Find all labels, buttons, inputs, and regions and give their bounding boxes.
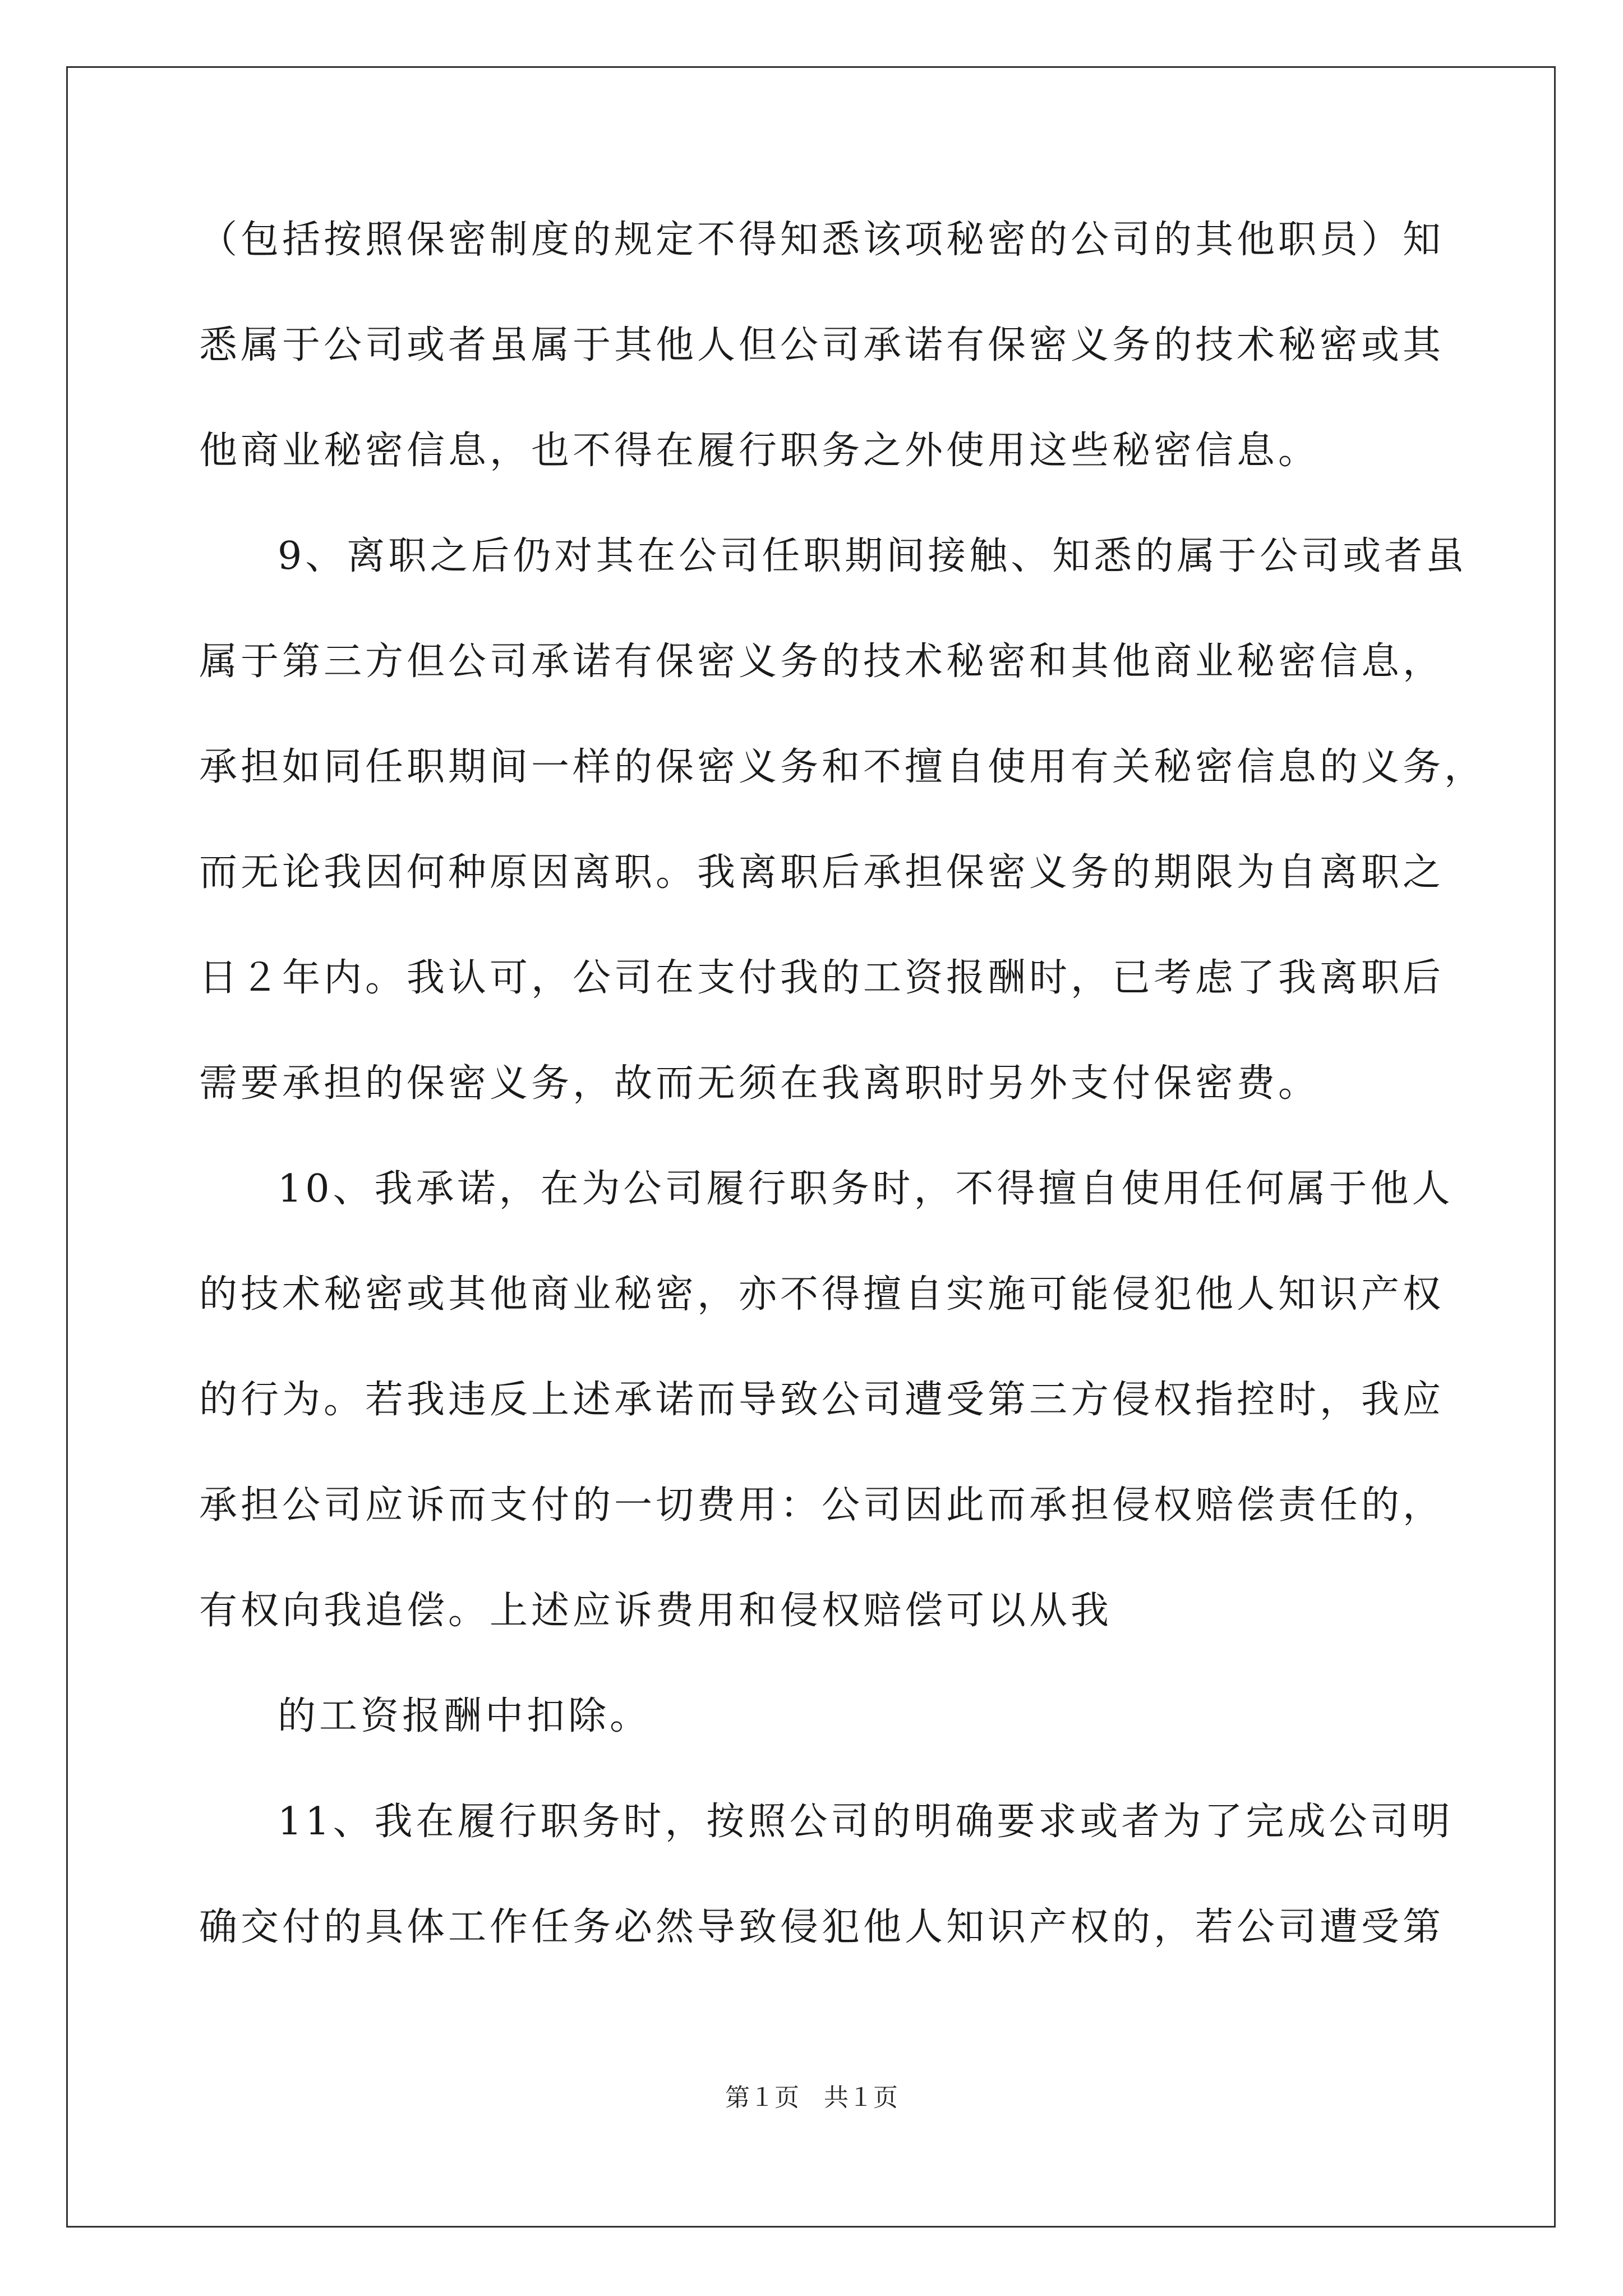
text-line: 日２年内。我认可，公司在支付我的工资报酬时，已考虑了我离职后: [199, 956, 1445, 1000]
text-line: 他商业秘密信息，也不得在履行职务之外使用这些秘密信息。: [199, 429, 1320, 473]
paragraph-11-start: 11、我在履行职务时，按照公司的明确要求或者为了完成公司明: [278, 1800, 1454, 1844]
text-line: （包括按照保密制度的规定不得知悉该项秘密的公司的其他职员）知: [199, 218, 1445, 262]
text-line: 有权向我追偿。上述应诉费用和侵权赔偿可以从我: [199, 1589, 1113, 1633]
text-line: 需要承担的保密义务，故而无须在我离职时另外支付保密费。: [199, 1061, 1320, 1106]
text-line: 确交付的具体工作任务必然导致侵犯他人知识产权的，若公司遭受第: [199, 1905, 1445, 1949]
text-line: 的技术秘密或其他商业秘密，亦不得擅自实施可能侵犯他人知识产权: [199, 1272, 1445, 1317]
document-body: [199, 213, 1486, 2006]
page-footer: 第１页 共１页: [725, 2083, 898, 2112]
text-line: 的工资报酬中扣除。: [278, 1694, 652, 1738]
text-line: 承担公司应诉而支付的一切费用：公司因此而承担侵权赔偿责任的，: [199, 1483, 1445, 1527]
text-line: 而无论我因何种原因离职。我离职后承担保密义务的期限为自离职之: [199, 850, 1445, 895]
text-line: 承担如同任职期间一样的保密义务和不擅自使用有关秘密信息的义务，: [199, 745, 1486, 789]
text-line: 的行为。若我违反上述承诺而导致公司遭受第三方侵权指控时，我应: [199, 1378, 1445, 1422]
text-line: 悉属于公司或者虽属于其他人但公司承诺有保密义务的技术秘密或其: [199, 323, 1445, 367]
paragraph-10-start: 10、我承诺，在为公司履行职务时，不得擅自使用任何属于他人: [278, 1167, 1454, 1211]
paragraph-9-start: 9、离职之后仍对其在公司任职期间接触、知悉的属于公司或者虽: [278, 534, 1468, 578]
text-line: 属于第三方但公司承诺有保密义务的技术秘密和其他商业秘密信息，: [199, 639, 1445, 684]
